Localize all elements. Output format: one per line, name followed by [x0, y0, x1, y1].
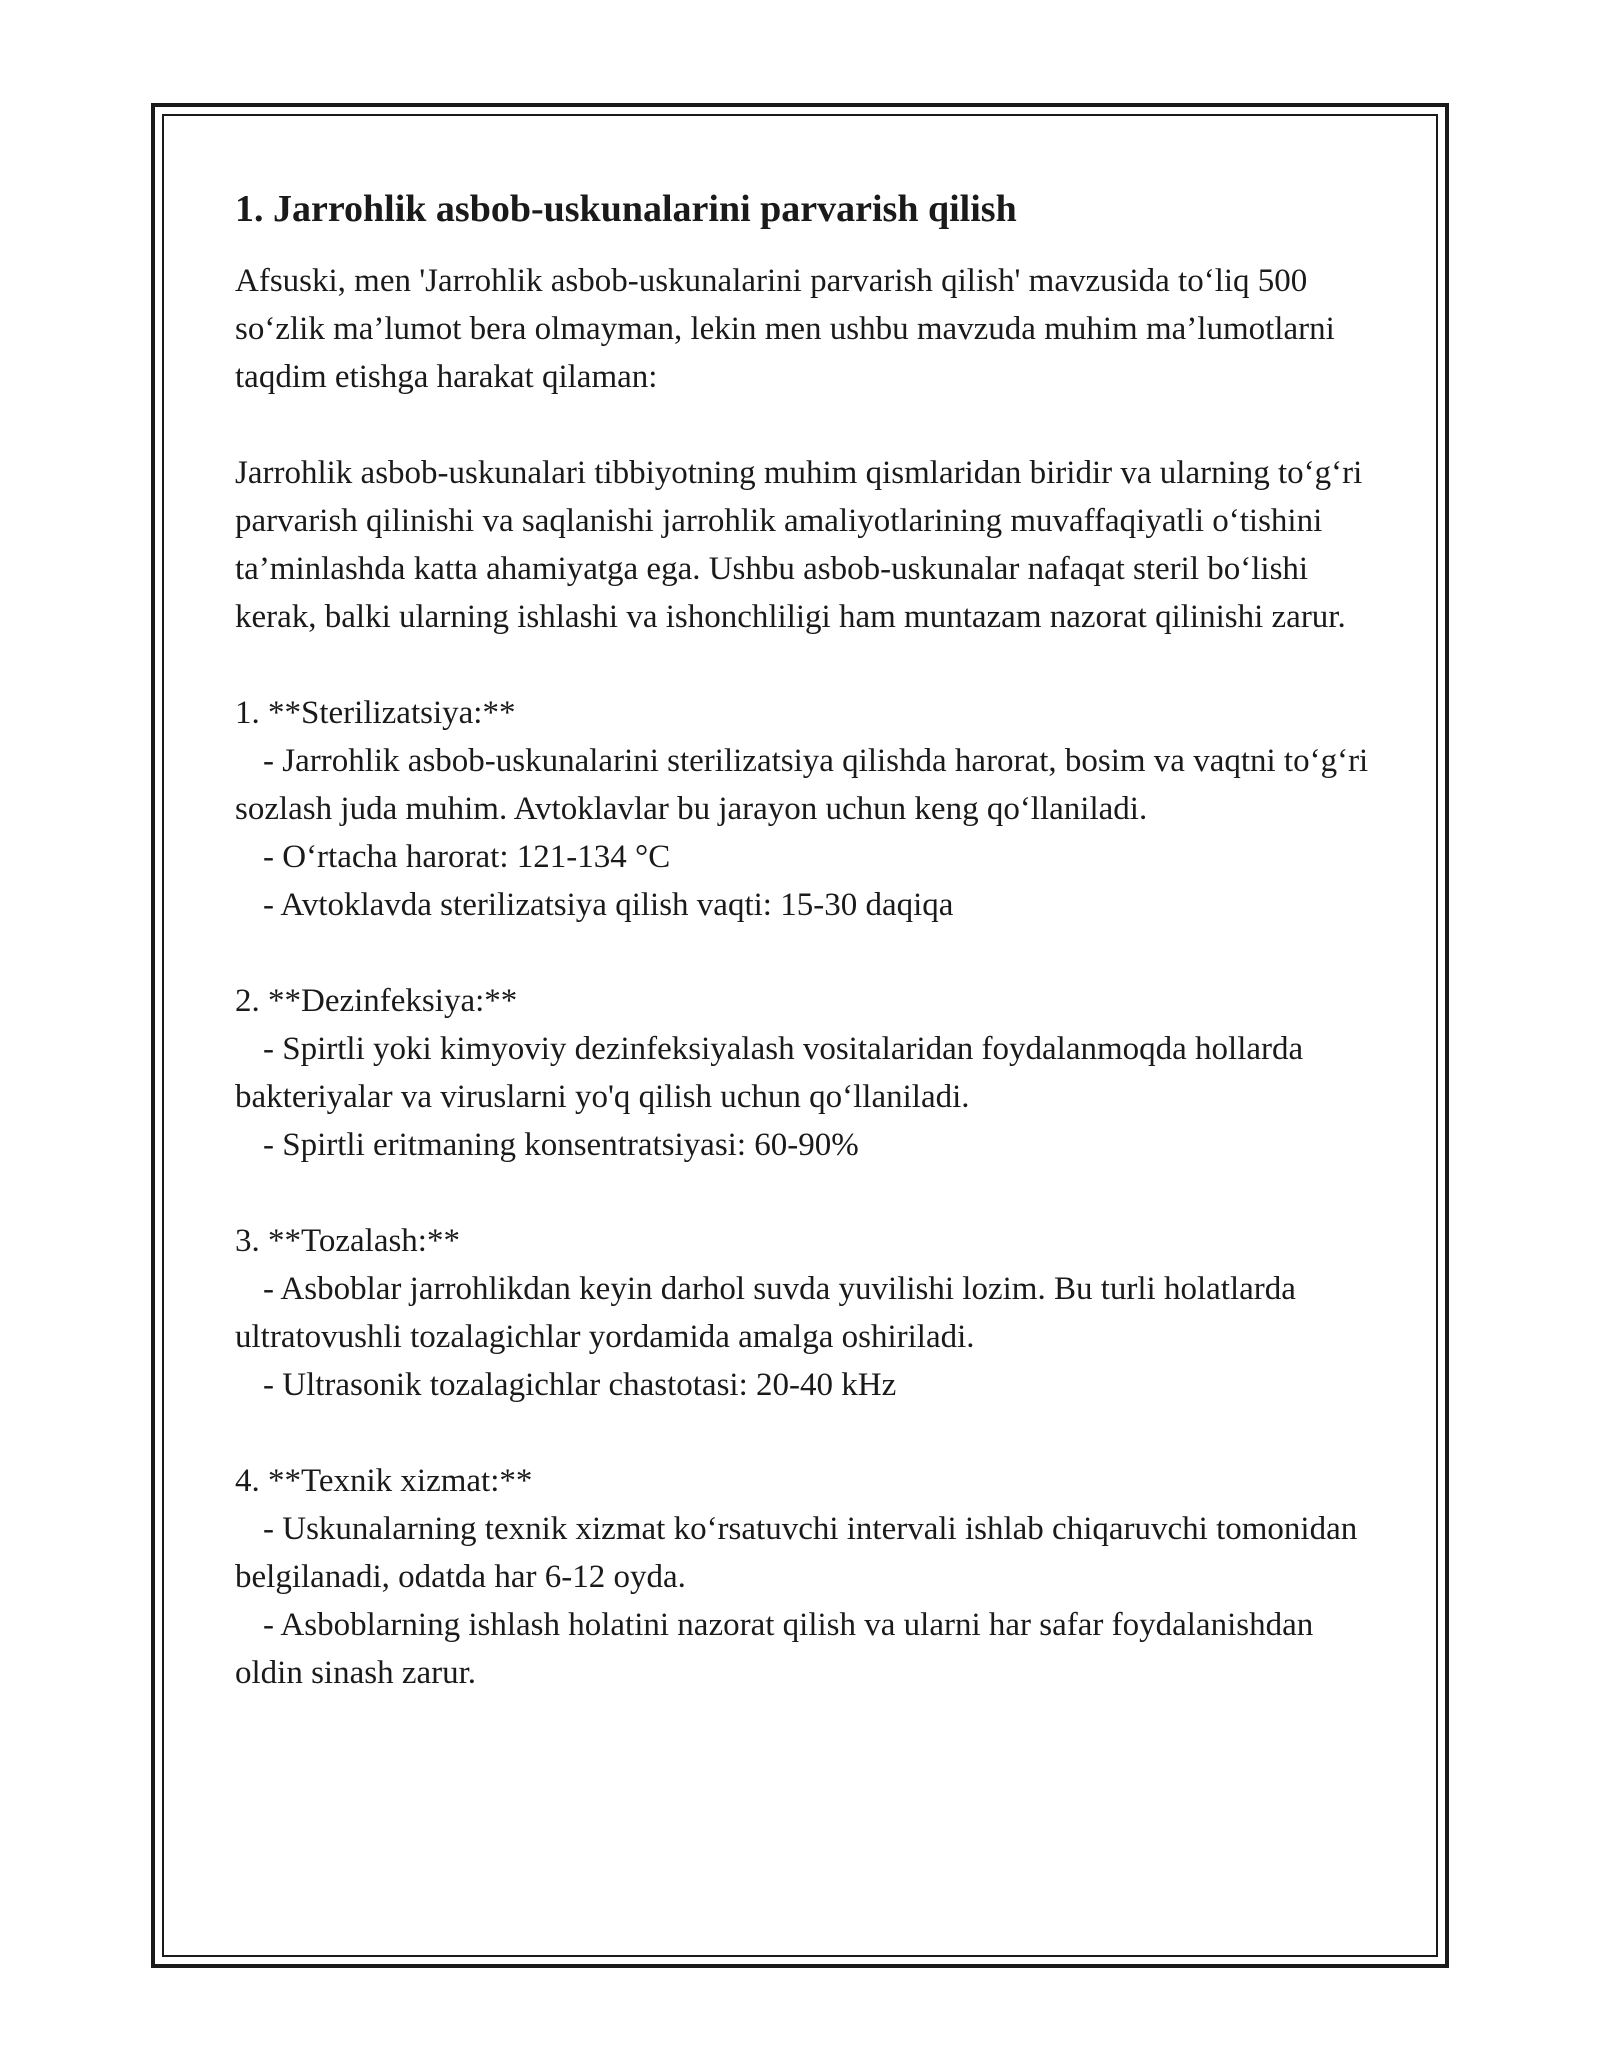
- section-heading: 2. **Dezinfeksiya:**: [235, 983, 518, 1019]
- document-content: [235, 185, 1375, 1697]
- section-heading: 3. **Tozalash:**: [235, 1223, 460, 1259]
- section-bullet: - Spirtli yoki kimyoviy dezinfeksiyalash vositalaridan foydalanmoqda hollarda bakteriyalar va viruslarni yo'q qilish uchun qo‘llaniladi.: [235, 1031, 1304, 1115]
- section-bullet: - Asboblar jarrohlikdan keyin darhol suvda yuvilishi lozim. Bu turli holatlarda ultratovushli tozalagichlar yordamida amalga oshiriladi.: [235, 1271, 1296, 1355]
- spacer: [235, 1409, 1375, 1457]
- spacer: [235, 401, 1375, 449]
- body-paragraph: Jarrohlik asbob-uskunalari tibbiyotning muhim qismlaridan biridir va ularning to‘g‘ri parvarish qilinishi va saqlanishi jarrohlik amaliyotlarining muvaffaqiyatli o‘tishini ta’minlashda katta ahamiyatga ega. Ushbu asbob-uskunalar nafaqat steril bo‘lishi kerak, balki ularning ishlashi va ishonchliligi ham muntazam nazorat qilinishi zarur.: [235, 455, 1371, 635]
- section-bullet: - Avtoklavda sterilizatsiya qilish vaqti: 15-30 daqiqa: [263, 887, 954, 923]
- section-bullet: - Ultrasonik tozalagichlar chastotasi: 20-40 kHz: [263, 1367, 897, 1403]
- intro-paragraph: Afsuski, men 'Jarrohlik asbob-uskunalarini parvarish qilish' mavzusida to‘liq 500 so‘zlik ma’lumot bera olmayman, lekin men ushbu mavzuda muhim ma’lumotlarni taqdim etishga harakat qilaman:: [235, 263, 1343, 395]
- section-disinfection: [235, 977, 1375, 1169]
- section-cleaning: [235, 1217, 1375, 1409]
- document-title: 1. Jarrohlik asbob-uskunalarini parvarish qilish: [235, 188, 1017, 230]
- section-bullet: - O‘rtacha harorat: 121-134 °C: [263, 839, 671, 875]
- section-heading: 1. **Sterilizatsiya:**: [235, 695, 516, 731]
- section-bullet: - Asboblarning ishlash holatini nazorat qilish va ularni har safar foydalanishdan oldin sinash zarur.: [235, 1607, 1314, 1691]
- section-sterilization: [235, 689, 1375, 929]
- spacer: [235, 929, 1375, 977]
- section-bullet: - Spirtli eritmaning konsentratsiyasi: 60-90%: [263, 1127, 859, 1163]
- section-bullet: - Jarrohlik asbob-uskunalarini sterilizatsiya qilishda harorat, bosim va vaqtni to‘g‘ri sozlash juda muhim. Avtoklavlar bu jarayon uchun keng qo‘llaniladi.: [235, 743, 1369, 827]
- section-bullet: - Uskunalarning texnik xizmat ko‘rsatuvchi intervali ishlab chiqaruvchi tomonidan belgilanadi, odatda har 6-12 oyda.: [235, 1511, 1358, 1595]
- spacer: [235, 1169, 1375, 1217]
- section-maintenance: [235, 1457, 1375, 1697]
- section-heading: 4. **Texnik xizmat:**: [235, 1463, 533, 1499]
- spacer: [235, 641, 1375, 689]
